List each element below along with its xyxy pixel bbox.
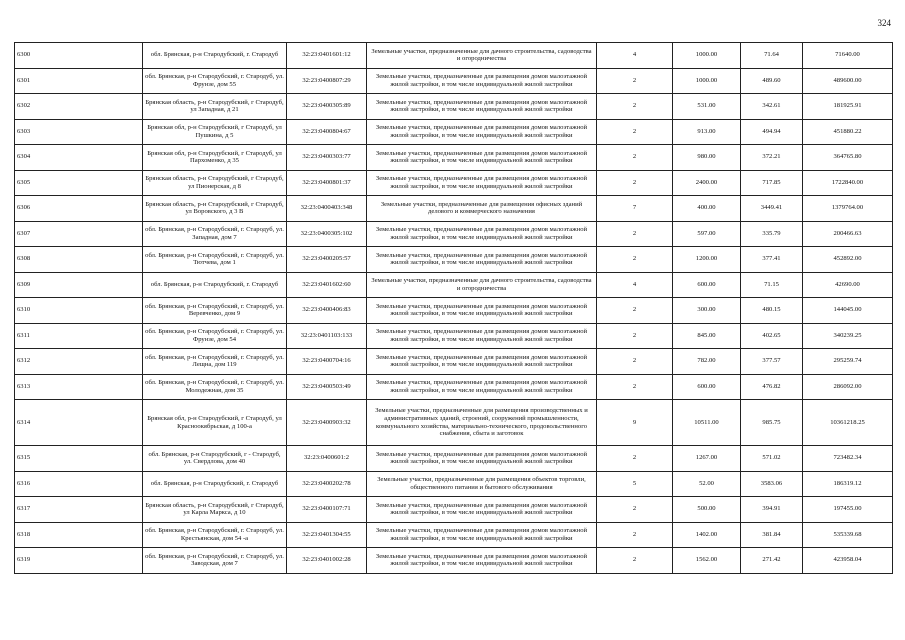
area-cell: 300.00 [673,298,741,324]
address-cell: обл. Брянская, р-н Стародубский, г. Стародуб, ул. Заводская, дом 7 [143,548,287,574]
row-number-cell: 6310 [15,298,143,324]
address-cell: обл. Брянская, р-н Стародубский, г. Стародуб, ул. Веревченко, дом 9 [143,298,287,324]
address-cell: обл. Брянская, р-н Стародубский, г. Стародуб, ул. Фрунзе, дом 54 [143,323,287,349]
land-use-cell: Земельные участки, предназначенные для размещения домов малоэтажной жилой застройки, в том числе индивидуальной жилой застройки [367,522,597,548]
category-cell: 2 [597,548,673,574]
table-row [15,298,893,324]
land-use-cell: Земельные участки, предназначенные для дачного строительства, садоводства и огородничества [367,272,597,298]
table-row [15,247,893,273]
address-cell: обл. Брянская, р-н Стародубский, г. Стародуб, ул. Крестьянская, дом 54 -а [143,522,287,548]
cadastral-number-cell: 32:23:0400205:57 [287,247,367,273]
area-cell: 1402.00 [673,522,741,548]
row-number-cell: 6316 [15,471,143,497]
row-number-cell: 6301 [15,68,143,94]
specific-value-cell: 335.79 [741,221,803,247]
table-row [15,471,893,497]
row-number-cell: 6307 [15,221,143,247]
table-row [15,323,893,349]
address-cell: Брянская обл, р-н Стародубский, г Стародуб, ул Пархоменко, д 35 [143,145,287,171]
row-number-cell: 6315 [15,446,143,472]
page-number: 324 [877,18,891,28]
row-number-cell: 6302 [15,94,143,120]
address-cell: обл. Брянская, р-н Стародубский, г. Стародуб, ул. Лещна, дом 119 [143,349,287,375]
cadastral-value-cell: 200466.63 [803,221,893,247]
cadastral-value-cell: 286092.00 [803,374,893,400]
table-row [15,272,893,298]
cadastral-number-cell: 32:23:0400801:37 [287,170,367,196]
area-cell: 600.00 [673,272,741,298]
specific-value-cell: 476.82 [741,374,803,400]
row-number-cell: 6311 [15,323,143,349]
cadastral-value-cell: 535339.68 [803,522,893,548]
table-row [15,374,893,400]
category-cell: 7 [597,196,673,222]
specific-value-cell: 377.41 [741,247,803,273]
specific-value-cell: 3449.41 [741,196,803,222]
table-row [15,119,893,145]
address-cell: обл. Брянская, р-н Стародубский, г. Стародуб [143,272,287,298]
cadastral-value-cell: 181925.91 [803,94,893,120]
land-use-cell: Земельные участки, предназначенные для размещения домов малоэтажной жилой застройки, в том числе индивидуальной жилой застройки [367,497,597,523]
specific-value-cell: 377.57 [741,349,803,375]
land-use-cell: Земельные участки, предназначенные для размещения домов малоэтажной жилой застройки, в том числе индивидуальной жилой застройки [367,298,597,324]
category-cell: 5 [597,471,673,497]
cadastral-number-cell: 32:23:0401601:12 [287,43,367,69]
specific-value-cell: 381.84 [741,522,803,548]
row-number-cell: 6305 [15,170,143,196]
category-cell: 2 [597,247,673,273]
table-row [15,446,893,472]
cadastral-registry-table [14,42,893,574]
category-cell: 2 [597,522,673,548]
specific-value-cell: 71.64 [741,43,803,69]
cadastral-number-cell: 32:23:0400303:77 [287,145,367,171]
cadastral-value-cell: 10361218.25 [803,400,893,446]
area-cell: 597.00 [673,221,741,247]
land-use-cell: Земельные участки, предназначенные для размещения домов малоэтажной жилой застройки, в том числе индивидуальной жилой застройки [367,94,597,120]
land-use-cell: Земельные участки, предназначенные для размещения домов малоэтажной жилой застройки, в том числе индивидуальной жилой застройки [367,446,597,472]
category-cell: 2 [597,497,673,523]
land-use-cell: Земельные участки, предназначенные для размещения домов малоэтажной жилой застройки, в том числе индивидуальной жилой застройки [367,247,597,273]
land-use-cell: Земельные участки, предназначенные для размещения домов малоэтажной жилой застройки, в том числе индивидуальной жилой застройки [367,323,597,349]
area-cell: 531.00 [673,94,741,120]
table-row [15,400,893,446]
cadastral-value-cell: 723482.34 [803,446,893,472]
area-cell: 500.00 [673,497,741,523]
table-row [15,145,893,171]
land-use-cell: Земельные участки, предназначенные для дачного строительства, садоводства и огородничества [367,43,597,69]
area-cell: 10511.00 [673,400,741,446]
area-cell: 600.00 [673,374,741,400]
area-cell: 1000.00 [673,43,741,69]
cadastral-value-cell: 197455.00 [803,497,893,523]
category-cell: 4 [597,43,673,69]
category-cell: 9 [597,400,673,446]
area-cell: 52.00 [673,471,741,497]
table-row [15,68,893,94]
row-number-cell: 6317 [15,497,143,523]
specific-value-cell: 571.02 [741,446,803,472]
specific-value-cell: 480.15 [741,298,803,324]
specific-value-cell: 489.60 [741,68,803,94]
cadastral-value-cell: 71640.00 [803,43,893,69]
table-row [15,548,893,574]
table-row [15,221,893,247]
row-number-cell: 6308 [15,247,143,273]
row-number-cell: 6303 [15,119,143,145]
row-number-cell: 6306 [15,196,143,222]
address-cell: обл. Брянская, р-н Стародубский, г. Стародуб [143,471,287,497]
row-number-cell: 6309 [15,272,143,298]
cadastral-number-cell: 32:23:0400601:2 [287,446,367,472]
table-row [15,43,893,69]
table-body [15,43,893,574]
cadastral-value-cell: 186319.12 [803,471,893,497]
row-number-cell: 6314 [15,400,143,446]
specific-value-cell: 985.75 [741,400,803,446]
category-cell: 2 [597,446,673,472]
address-cell: обл. Брянская, р-н Стародубский, г. Стародуб, ул. Западная, дом 7 [143,221,287,247]
address-cell: обл. Брянская, р-н Стародубский, г. Стародуб, ул. Молодежная, дом 35 [143,374,287,400]
category-cell: 2 [597,68,673,94]
row-number-cell: 6319 [15,548,143,574]
category-cell: 2 [597,221,673,247]
land-use-cell: Земельные участки, предназначенные для размещения домов малоэтажной жилой застройки, в том числе индивидуальной жилой застройки [367,221,597,247]
specific-value-cell: 3583.06 [741,471,803,497]
address-cell: Брянская обл, р-н Стародубский, г Стародуб, ул Красноокябрьская, д 100-а [143,400,287,446]
land-use-cell: Земельные участки, предназначенные для размещения домов малоэтажной жилой застройки, в том числе индивидуальной жилой застройки [367,68,597,94]
area-cell: 980.00 [673,145,741,171]
category-cell: 2 [597,94,673,120]
cadastral-number-cell: 32:23:0400503:49 [287,374,367,400]
specific-value-cell: 271.42 [741,548,803,574]
cadastral-value-cell: 340239.25 [803,323,893,349]
specific-value-cell: 402.65 [741,323,803,349]
table-row [15,94,893,120]
land-use-cell: Земельные участки, предназначенные для размещения производственных и административных зданий, строений, сооружений промышленности, коммунального хозяйства, материально-технического, продовольственного снабжения, сбыта и заготовок [367,400,597,446]
area-cell: 1000.00 [673,68,741,94]
cadastral-value-cell: 423958.04 [803,548,893,574]
cadastral-value-cell: 451880.22 [803,119,893,145]
cadastral-value-cell: 144045.00 [803,298,893,324]
cadastral-value-cell: 42690.00 [803,272,893,298]
address-cell: Брянская область, р-н Стародубский, г Стародуб, ул Западная, д 21 [143,94,287,120]
address-cell: Брянская область, р-н Стародубский, г Стародуб, ул Пионерская, д 8 [143,170,287,196]
address-cell: обл. Брянская, р-н Стародубский, г. Стародуб, ул. Тютчева, дом 1 [143,247,287,273]
area-cell: 845.00 [673,323,741,349]
category-cell: 2 [597,374,673,400]
specific-value-cell: 717.85 [741,170,803,196]
specific-value-cell: 372.21 [741,145,803,171]
cadastral-number-cell: 32:23:0400107:71 [287,497,367,523]
area-cell: 1200.00 [673,247,741,273]
cadastral-value-cell: 452892.00 [803,247,893,273]
specific-value-cell: 342.61 [741,94,803,120]
area-cell: 782.00 [673,349,741,375]
address-cell: Брянская область, р-н Стародубский, г Стародуб, ул Воровского, д 3 В [143,196,287,222]
row-number-cell: 6304 [15,145,143,171]
cadastral-number-cell: 32:23:0401103:133 [287,323,367,349]
cadastral-number-cell: 32:23:0400704:16 [287,349,367,375]
land-use-cell: Земельные участки, предназначенные для размещения объектов торговли, общественного питания и бытового обслуживания [367,471,597,497]
cadastral-number-cell: 32:23:0400804:67 [287,119,367,145]
category-cell: 2 [597,145,673,171]
category-cell: 4 [597,272,673,298]
address-cell: Брянская область, р-н Стародубский, г Стародуб, ул Карла Маркса, д 10 [143,497,287,523]
cadastral-number-cell: 32:23:0400305:89 [287,94,367,120]
cadastral-value-cell: 1722840.00 [803,170,893,196]
cadastral-number-cell: 32:23:0401002:28 [287,548,367,574]
area-cell: 400.00 [673,196,741,222]
cadastral-value-cell: 364765.80 [803,145,893,171]
land-use-cell: Земельные участки, предназначенные для размещения домов малоэтажной жилой застройки, в том числе индивидуальной жилой застройки [367,119,597,145]
area-cell: 2400.00 [673,170,741,196]
cadastral-number-cell: 32:23:0400403:348 [287,196,367,222]
specific-value-cell: 71.15 [741,272,803,298]
cadastral-number-cell: 32:23:0401304:55 [287,522,367,548]
row-number-cell: 6313 [15,374,143,400]
address-cell: обл. Брянская, р-н Стародубский, г - Стародуб, ул. Свердлова, дом 40 [143,446,287,472]
cadastral-value-cell: 489600.00 [803,68,893,94]
cadastral-number-cell: 32:23:0400807:29 [287,68,367,94]
cadastral-number-cell: 32:23:0400406:83 [287,298,367,324]
category-cell: 2 [597,349,673,375]
cadastral-number-cell: 32:23:0400305:102 [287,221,367,247]
area-cell: 1267.00 [673,446,741,472]
cadastral-number-cell: 32:23:0401602:60 [287,272,367,298]
category-cell: 2 [597,170,673,196]
category-cell: 2 [597,119,673,145]
cadastral-value-cell: 295259.74 [803,349,893,375]
land-use-cell: Земельные участки, предназначенные для размещения домов малоэтажной жилой застройки, в том числе индивидуальной жилой застройки [367,170,597,196]
land-use-cell: Земельные участки, предназначенные для размещения домов малоэтажной жилой застройки, в том числе индивидуальной жилой застройки [367,145,597,171]
row-number-cell: 6300 [15,43,143,69]
cadastral-number-cell: 32:23:0400202:78 [287,471,367,497]
category-cell: 2 [597,323,673,349]
table-row [15,170,893,196]
area-cell: 1562.00 [673,548,741,574]
cadastral-value-cell: 1379764.00 [803,196,893,222]
area-cell: 913.00 [673,119,741,145]
address-cell: Брянская обл, р-н Стародубский, г Стародуб, ул Пушкина, д 5 [143,119,287,145]
category-cell: 2 [597,298,673,324]
table-row [15,497,893,523]
row-number-cell: 6318 [15,522,143,548]
table-row [15,522,893,548]
cadastral-number-cell: 32:23:0400903:32 [287,400,367,446]
row-number-cell: 6312 [15,349,143,375]
specific-value-cell: 494.94 [741,119,803,145]
land-use-cell: Земельные участки, предназначенные для размещения домов малоэтажной жилой застройки, в том числе индивидуальной жилой застройки [367,374,597,400]
land-use-cell: Земельные участки, предназначенные для размещения домов малоэтажной жилой застройки, в том числе индивидуальной жилой застройки [367,548,597,574]
land-use-cell: Земельные участки, предназначенные для размещения домов малоэтажной жилой застройки, в том числе индивидуальной жилой застройки [367,349,597,375]
specific-value-cell: 394.91 [741,497,803,523]
land-use-cell: Земельные участки, предназначенные для размещения офисных зданий делового и коммерческого назначения [367,196,597,222]
address-cell: обл. Брянская, р-н Стародубский, г. Стародуб [143,43,287,69]
table-row [15,349,893,375]
table-row [15,196,893,222]
address-cell: обл. Брянская, р-н Стародубский, г. Стародуб, ул. Фрунзе, дом 55 [143,68,287,94]
